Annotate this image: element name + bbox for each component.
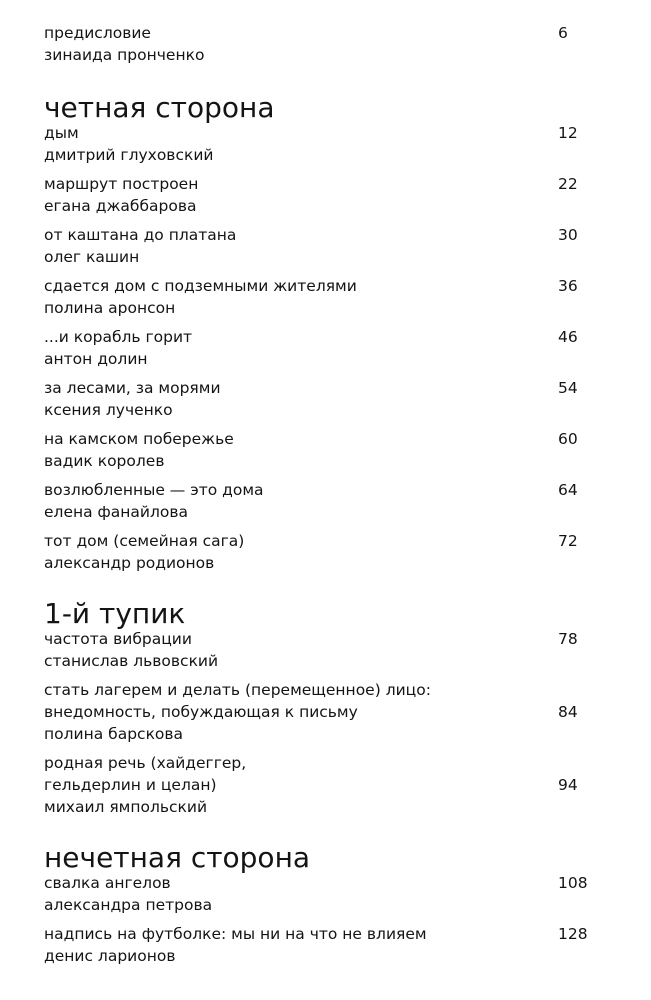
entry-page-number: 46 bbox=[558, 328, 578, 346]
section-title: четная сторона bbox=[44, 91, 275, 124]
entry-author: михаил ямпольский bbox=[44, 798, 208, 816]
entry-page-number: 64 bbox=[558, 481, 578, 499]
entry-page-number: 84 bbox=[558, 703, 578, 721]
entry-title-line: частота вибрации bbox=[44, 630, 192, 648]
entry-title-line: сдается дом с подземными жителями bbox=[44, 277, 357, 295]
entry-author: александра петрова bbox=[44, 896, 213, 914]
toc-entry bbox=[44, 923, 604, 967]
toc-entry bbox=[44, 752, 604, 818]
entry-author: егана джаббарова bbox=[44, 197, 197, 215]
entry-author: вадик королев bbox=[44, 452, 165, 470]
entry-title-line: родная речь (хайдеггер, bbox=[44, 754, 247, 772]
toc-entry bbox=[44, 22, 604, 66]
entry-author: зинаида пронченко bbox=[44, 46, 205, 64]
entry-page-number: 108 bbox=[558, 874, 588, 892]
entry-title-line: свалка ангелов bbox=[44, 874, 171, 892]
section-title: нечетная сторона bbox=[44, 841, 311, 874]
toc-entry bbox=[44, 275, 604, 319]
entry-title-line: ...и корабль горит bbox=[44, 328, 193, 346]
entry-title-line: возлюбленные — это дома bbox=[44, 481, 264, 499]
section-title: 1-й тупик bbox=[44, 597, 186, 630]
entry-author: денис ларионов bbox=[44, 947, 176, 965]
toc-entry bbox=[44, 173, 604, 217]
toc-entry bbox=[44, 679, 604, 745]
entry-page-number: 94 bbox=[558, 776, 578, 794]
toc-entry bbox=[44, 530, 604, 574]
entry-author: антон долин bbox=[44, 350, 148, 368]
entry-title-line: надпись на футболке: мы ни на что не влияем bbox=[44, 925, 427, 943]
toc-entry bbox=[44, 224, 604, 268]
toc-entry bbox=[44, 479, 604, 523]
entry-page-number: 6 bbox=[558, 24, 568, 42]
table-of-contents bbox=[44, 22, 604, 974]
entry-page-number: 72 bbox=[558, 532, 578, 550]
toc-entry bbox=[44, 872, 604, 916]
entry-title-line: стать лагерем и делать (перемещенное) лицо: bbox=[44, 681, 431, 699]
toc-entry bbox=[44, 628, 604, 672]
entry-page-number: 12 bbox=[558, 124, 578, 142]
entry-author: полина барскова bbox=[44, 725, 184, 743]
entry-title-line: тот дом (семейная сага) bbox=[44, 532, 245, 550]
entry-title-line: маршрут построен bbox=[44, 175, 199, 193]
entry-author: полина аронсон bbox=[44, 299, 176, 317]
entry-title-line: внедомность, побуждающая к письму bbox=[44, 703, 358, 721]
entry-author: олег кашин bbox=[44, 248, 140, 266]
entry-page-number: 22 bbox=[558, 175, 578, 193]
entry-title-line: за лесами, за морями bbox=[44, 379, 221, 397]
entry-author: александр родионов bbox=[44, 554, 215, 572]
toc-entry bbox=[44, 428, 604, 472]
entry-title-line: на камском побережье bbox=[44, 430, 234, 448]
entry-title-line: от каштана до платана bbox=[44, 226, 237, 244]
entry-page-number: 128 bbox=[558, 925, 588, 943]
entry-title-line: гельдерлин и целан) bbox=[44, 776, 217, 794]
entry-author: дмитрий глуховский bbox=[44, 146, 214, 164]
entry-page-number: 30 bbox=[558, 226, 578, 244]
entry-page-number: 36 bbox=[558, 277, 578, 295]
entry-author: елена фанайлова bbox=[44, 503, 189, 521]
entry-title-line: предисловие bbox=[44, 24, 151, 42]
entry-page-number: 60 bbox=[558, 430, 578, 448]
toc-entry bbox=[44, 122, 604, 166]
entry-page-number: 54 bbox=[558, 379, 578, 397]
toc-entry bbox=[44, 377, 604, 421]
entry-title-line: дым bbox=[44, 124, 79, 142]
entry-page-number: 78 bbox=[558, 630, 578, 648]
entry-author: ксения лученко bbox=[44, 401, 173, 419]
entry-author: станислав львовский bbox=[44, 652, 219, 670]
toc-entry bbox=[44, 326, 604, 370]
